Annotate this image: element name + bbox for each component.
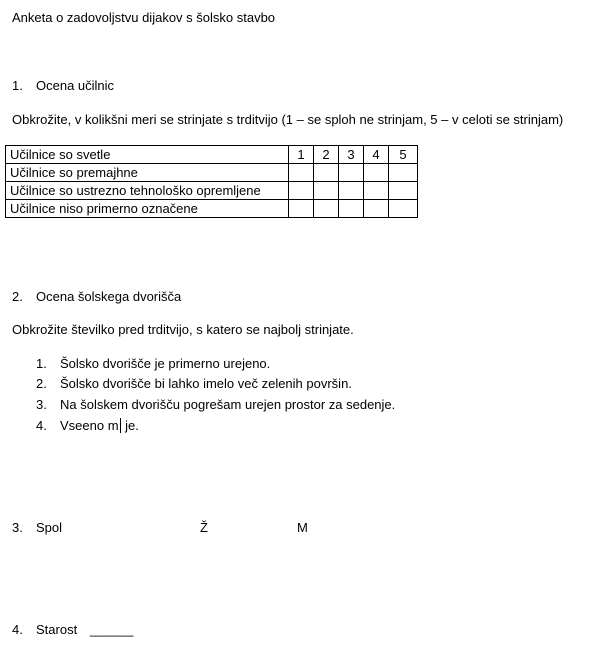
option-number: 1. xyxy=(36,356,47,371)
rating-cell[interactable] xyxy=(289,164,314,182)
rating-cell[interactable] xyxy=(389,200,418,218)
section-number: 1. xyxy=(12,78,23,93)
rating-cell[interactable] xyxy=(339,164,364,182)
option-text: Šolsko dvorišče je primerno urejeno. xyxy=(60,356,271,371)
scale-cell-2[interactable]: 2 xyxy=(314,146,339,164)
option-text: Šolsko dvorišče bi lahko imelo več zelenih površin. xyxy=(60,376,352,391)
table-row xyxy=(6,200,418,218)
rating-cell[interactable] xyxy=(364,164,389,182)
section-instruction: Obkrožite, v kolikšni meri se strinjate s trditvijo (1 – se sploh ne strinjam, 5 – v celoti se strinjam) xyxy=(12,112,564,127)
gender-option-male[interactable]: M xyxy=(297,520,308,535)
section-number: 3. xyxy=(12,520,23,535)
rating-cell[interactable] xyxy=(339,182,364,200)
scale-cell-5[interactable]: 5 xyxy=(389,146,418,164)
rating-cell[interactable] xyxy=(364,182,389,200)
scale-cell-3[interactable]: 3 xyxy=(339,146,364,164)
age-blank[interactable]: ______ xyxy=(90,622,134,637)
option-number: 4. xyxy=(36,418,47,433)
rating-table xyxy=(5,145,418,218)
statement-cell: Učilnice so ustrezno tehnološko opremljene xyxy=(6,182,289,200)
section-number: 4. xyxy=(12,622,23,637)
option-text-before-caret: Vseeno m xyxy=(60,418,119,433)
table-row xyxy=(6,146,418,164)
rating-cell[interactable] xyxy=(289,200,314,218)
option-text-after-caret: je. xyxy=(121,418,139,433)
option-number: 3. xyxy=(36,397,47,412)
table-row xyxy=(6,182,418,200)
rating-cell[interactable] xyxy=(364,200,389,218)
age-label: Starost xyxy=(36,622,78,637)
statement-cell: Učilnice niso primerno označene xyxy=(6,200,289,218)
statement-cell: Učilnice so svetle xyxy=(6,146,289,164)
document-title: Anketa o zadovoljstvu dijakov s šolsko stavbo xyxy=(12,10,276,25)
section-heading: Ocena šolskega dvorišča xyxy=(36,289,182,304)
option-number: 2. xyxy=(36,376,47,391)
section-number: 2. xyxy=(12,289,23,304)
section-instruction: Obkrožite številko pred trditvijo, s katero se najbolj strinjate. xyxy=(12,322,354,337)
scale-cell-4[interactable]: 4 xyxy=(364,146,389,164)
rating-cell[interactable] xyxy=(314,200,339,218)
gender-option-female[interactable]: Ž xyxy=(200,520,208,535)
rating-cell[interactable] xyxy=(314,182,339,200)
rating-cell[interactable] xyxy=(289,182,314,200)
statement-cell: Učilnice so premajhne xyxy=(6,164,289,182)
rating-cell[interactable] xyxy=(389,164,418,182)
rating-cell[interactable] xyxy=(339,200,364,218)
text-cursor xyxy=(120,418,121,433)
rating-cell[interactable] xyxy=(314,164,339,182)
gender-label: Spol xyxy=(36,520,63,535)
option-text xyxy=(60,418,139,434)
scale-cell-1[interactable]: 1 xyxy=(289,146,314,164)
rating-cell[interactable] xyxy=(389,182,418,200)
option-text: Na šolskem dvorišču pogrešam urejen prostor za sedenje. xyxy=(60,397,396,412)
table-row xyxy=(6,164,418,182)
section-heading: Ocena učilnic xyxy=(36,78,115,93)
